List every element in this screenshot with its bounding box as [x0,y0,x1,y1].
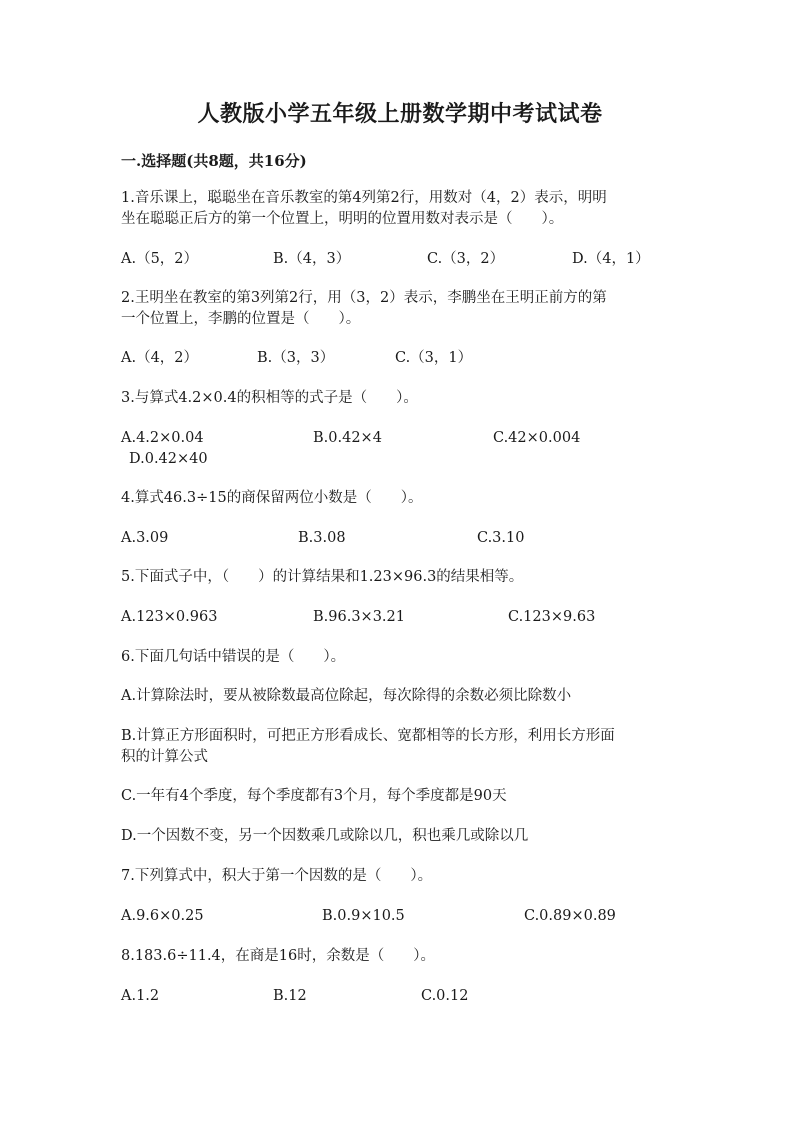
question-7-option-c: C.0.89×0.89 [524,908,616,924]
question-7-option-b: B.0.9×10.5 [322,908,405,924]
question-1-text-line-1: 1.音乐课上，聪聪坐在音乐教室的第4列第2行，用数对（4，2）表示，明明 [121,190,607,206]
question-3-option-a: A.4.2×0.04 [121,430,204,446]
question-1-option-d: D.（4，1） [572,251,650,267]
question-6-option-b-line-1: B.计算正方形面积时，可把正方形看成长、宽都相等的长方形，利用长方形面 [121,728,615,744]
question-8-option-b: B.12 [273,988,307,1004]
section-heading: 一.选择题(共8题，共16分) [121,152,307,170]
question-7-text-line-1: 7.下列算式中，积大于第一个因数的是（ ）。 [121,868,433,884]
question-3-option-d: D.0.42×40 [129,451,208,467]
question-5-option-a: A.123×0.963 [121,609,218,625]
question-2-text-line-1: 2.王明坐在教室的第3列第2行，用（3，2）表示，李鹏坐在王明正前方的第 [121,290,607,306]
question-8-option-a: A.1.2 [121,988,160,1004]
question-4-text-line-1: 4.算式46.3÷15的商保留两位小数是（ ）。 [121,490,423,506]
question-1-text-line-2: 坐在聪聪正后方的第一个位置上，明明的位置用数对表示是（ ）。 [121,211,564,227]
question-5-text-line-1: 5.下面式子中，（ ）的计算结果和1.23×96.3的结果相等。 [121,569,524,585]
question-2-text-line-2: 一个位置上，李鹏的位置是（ ）。 [121,311,361,327]
question-6-text-line-1: 6.下面几句话中错误的是（ ）。 [121,649,346,665]
question-7-option-a: A.9.6×0.25 [121,908,204,924]
question-1-option-b: B.（4，3） [273,251,351,267]
question-2-option-a: A.（4，2） [121,350,199,366]
page-title: 人教版小学五年级上册数学期中考试试卷 [197,101,603,127]
question-4-option-c: C.3.10 [477,530,525,546]
question-1-option-c: C.（3，2） [427,251,505,267]
question-2-option-b: B.（3，3） [257,350,335,366]
question-2-option-c: C.（3，1） [395,350,473,366]
question-4-option-b: B.3.08 [298,530,346,546]
question-6-option-c: C.一年有4个季度，每个季度都有3个月，每个季度都是90天 [121,788,507,804]
question-3-text-line-1: 3.与算式4.2×0.4的积相等的式子是（ ）。 [121,390,418,406]
question-4-option-a: A.3.09 [121,530,169,546]
question-5-option-c: C.123×9.63 [508,609,596,625]
question-8-option-c: C.0.12 [421,988,469,1004]
question-5-option-b: B.96.3×3.21 [313,609,405,625]
question-3-option-b: B.0.42×4 [313,430,382,446]
question-1-option-a: A.（5，2） [121,251,199,267]
question-3-option-c: C.42×0.004 [493,430,581,446]
question-6-option-b-line-2: 积的计算公式 [121,749,208,765]
question-8-text-line-1: 8.183.6÷11.4，在商是16时，余数是（ ）。 [121,948,435,964]
question-6-option-a: A.计算除法时，要从被除数最高位除起，每次除得的余数必须比除数小 [121,688,572,704]
question-6-option-d: D.一个因数不变，另一个因数乘几或除以几，积也乘几或除以几 [121,828,529,844]
